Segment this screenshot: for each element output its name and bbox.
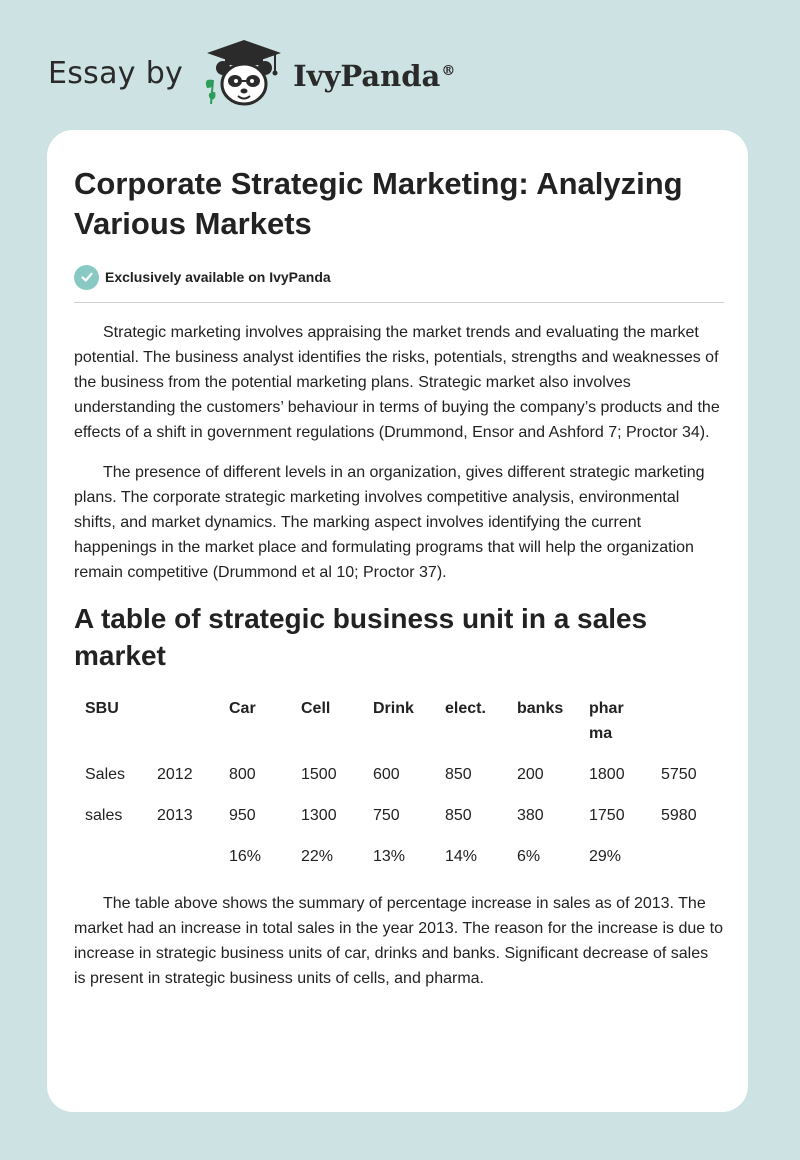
table-header-row (74, 688, 722, 754)
table-cell: 200 (517, 766, 544, 783)
closing-paragraph: The table above shows the summary of percentage increase in sales as of 2013. The market had an increase in total sales in the year 2013. The reason for the increase is due to increase in strategic business units of car, drinks and banks. Significant decrease of sales is present in strategic business units of cells, and pharma. (74, 895, 723, 987)
table-cell: 750 (373, 807, 400, 824)
table-row (74, 754, 722, 795)
table-row (74, 836, 722, 877)
table-cell (146, 836, 218, 877)
table-cell: 1800 (589, 766, 625, 783)
exclusive-badge (74, 264, 724, 290)
table-heading: A table of strategic business unit in a sales market (74, 603, 648, 671)
brand-name[interactable] (293, 59, 455, 93)
table-cell: 850 (445, 807, 472, 824)
table-cell: 13% (373, 848, 406, 865)
table-cell: 16% (229, 848, 262, 865)
table-cell: 2013 (157, 807, 193, 824)
table-row (74, 795, 722, 836)
article-title: Corporate Strategic Marketing: Analyzing Various Markets (74, 166, 683, 241)
brand-name-text: IvyPanda (293, 59, 441, 93)
table-header-cell: Car (229, 700, 256, 717)
table-header-cell: SBU (85, 700, 119, 717)
table-cell: 850 (445, 766, 472, 783)
table-cell: 5980 (661, 807, 697, 824)
table-cell (74, 836, 146, 877)
paragraph: Strategic marketing involves appraising the market trends and evaluating the market potential. The business analyst identifies the risks, potentials, strengths and weaknesses of the business from the potential marketing plans. Strategic market also involves understanding the customers’ behaviour in terms of buying the company’s products and the effects of a shift in government regulations (Drummond, Ensor and Ashford 7; Proctor 34). (74, 324, 720, 441)
site-header (48, 38, 508, 108)
badge-text: Exclusively available on IvyPanda (105, 269, 331, 285)
brand-prefix: Essay by (48, 55, 184, 91)
table-cell: 29% (589, 848, 622, 865)
sbu-table (74, 688, 722, 877)
article-card (47, 130, 748, 1112)
table-cell: 2012 (157, 766, 193, 783)
table-cell: 600 (373, 766, 400, 783)
table-header-cell: pharma (589, 700, 624, 742)
table-cell: sales (85, 807, 123, 824)
table-cell: 380 (517, 807, 544, 824)
table-header-cell: Drink (373, 700, 414, 717)
table-header-cell (146, 688, 218, 754)
table-cell: 1750 (589, 807, 625, 824)
table-cell: 800 (229, 766, 256, 783)
table-cell: 1500 (301, 766, 337, 783)
table-cell: 5750 (661, 766, 697, 783)
registered-mark: ® (441, 63, 456, 80)
table-header-cell (650, 688, 722, 754)
table-cell: 1300 (301, 807, 337, 824)
table-cell: 14% (445, 848, 478, 865)
table-cell: Sales (85, 766, 126, 783)
article-content (74, 164, 724, 1006)
table-cell: 950 (229, 807, 256, 824)
table-cell: 22% (301, 848, 334, 865)
table-header-cell: Cell (301, 700, 331, 717)
table-header-cell: banks (517, 700, 564, 717)
paragraph: The presence of different levels in an organization, gives different strategic marketing plans. The corporate strategic marketing involves competitive analysis, environmental shifts, and market dynamics. The marking aspect involves identifying the current happenings in the market place and formulating programs that will help the organization remain competitive (Drummond et al 10; Proctor 37). (74, 464, 705, 581)
check-circle-icon (74, 265, 99, 290)
table-cell: 6% (517, 848, 541, 865)
panda-graduate-logo-icon[interactable] (201, 38, 287, 108)
table-cell (650, 836, 722, 877)
title-divider (74, 302, 724, 303)
table-header-cell: elect. (445, 700, 486, 717)
